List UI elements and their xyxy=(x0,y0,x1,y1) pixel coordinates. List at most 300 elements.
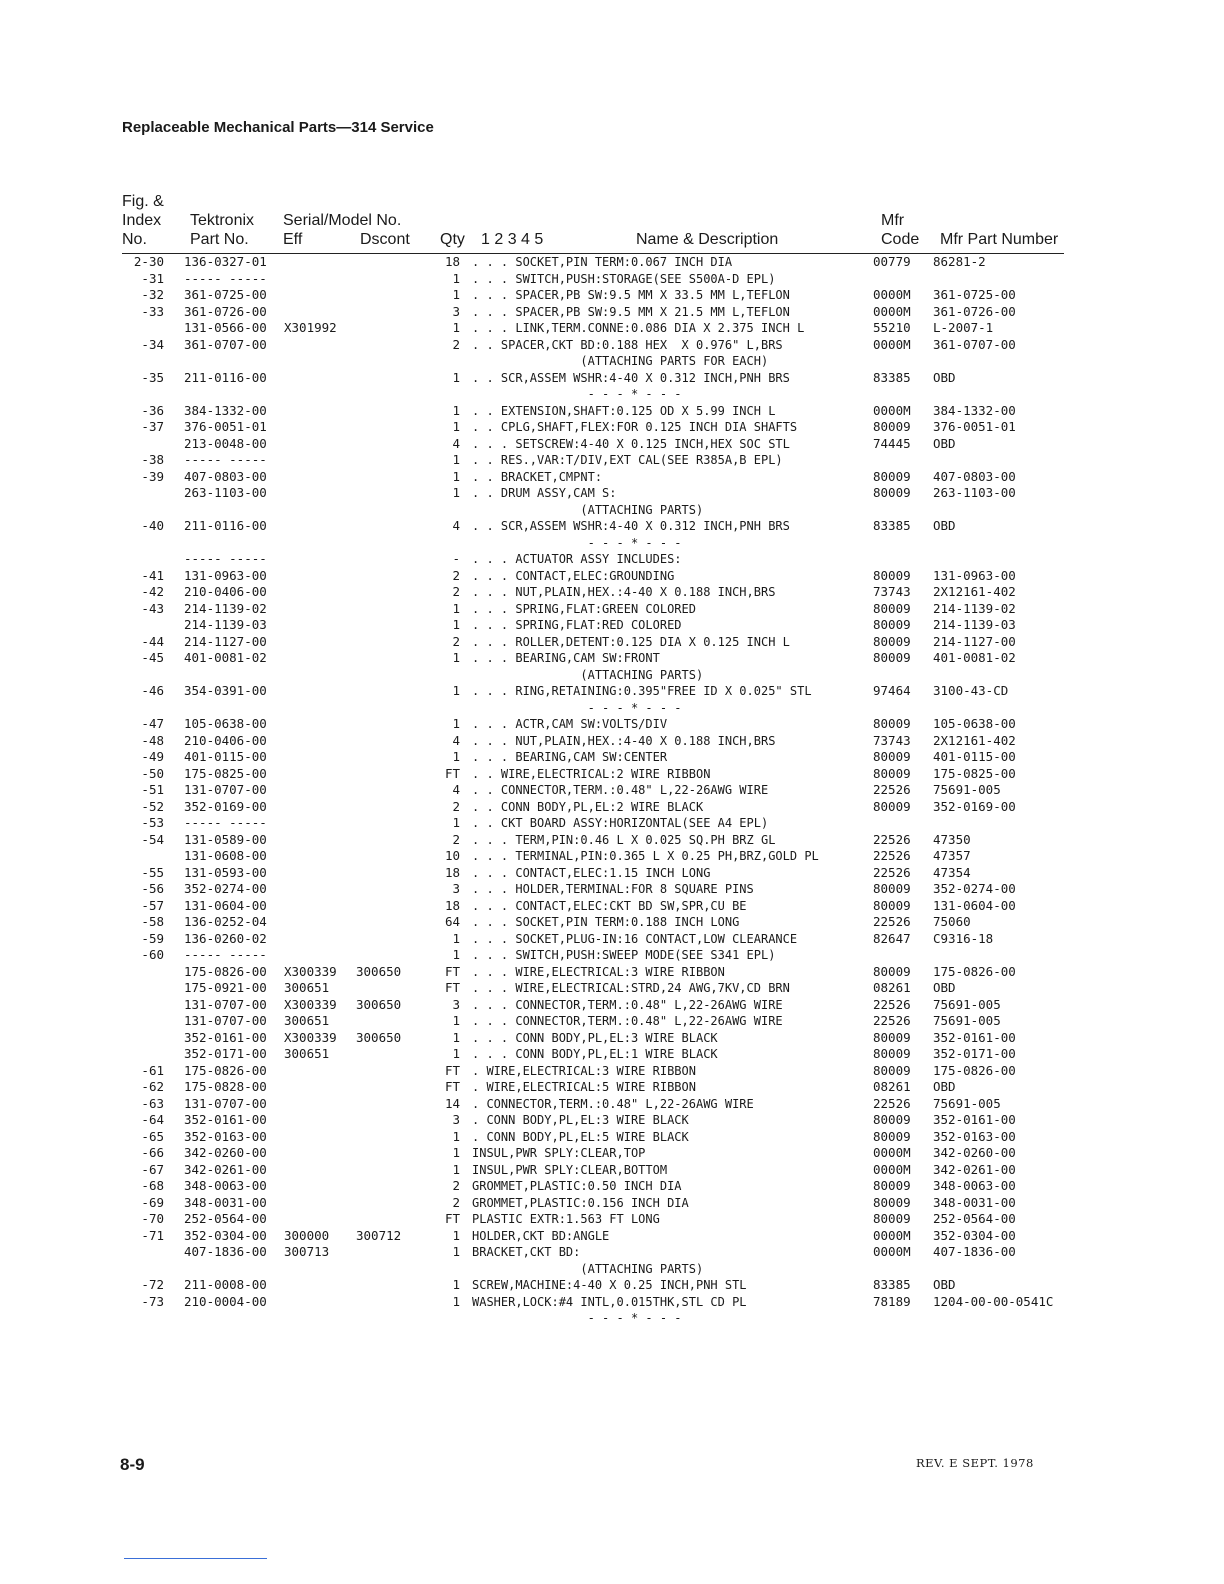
revision-label: REV. E SEPT. 1978 xyxy=(916,1456,1034,1470)
quantity: 10 xyxy=(444,848,460,863)
fig-index: -70 xyxy=(141,1211,164,1226)
quantity: 2 xyxy=(452,798,460,814)
quantity: 4 xyxy=(452,435,460,451)
quantity: 1 xyxy=(452,1161,460,1177)
table-row xyxy=(0,1310,1224,1327)
name-description: . . . SOCKET,PLUG-IN:16 CONTACT,LOW CLEARANCE xyxy=(472,931,798,946)
serial-eff: X300339 xyxy=(284,1029,337,1045)
part-number: 175-0825-00 xyxy=(184,765,267,781)
quantity: 1 xyxy=(452,617,460,632)
mfr-part-number: OBD xyxy=(933,1277,956,1292)
quantity: 1 xyxy=(452,419,460,434)
table-row xyxy=(0,964,1224,981)
part-number: 210-0004-00 xyxy=(184,1293,267,1309)
table-row xyxy=(0,881,1224,898)
quantity: 2 xyxy=(452,1194,460,1210)
parts-table xyxy=(0,254,1224,1327)
mfr-code: 80009 xyxy=(873,468,911,484)
serial-eff: 300651 xyxy=(284,980,330,995)
name-description: (ATTACHING PARTS) xyxy=(472,1261,704,1276)
table-row xyxy=(0,337,1224,354)
header-dscont: Dscont xyxy=(360,231,410,248)
part-number: 342-0260-00 xyxy=(184,1145,267,1160)
table-row xyxy=(0,683,1224,700)
table-row xyxy=(0,304,1224,321)
table-row xyxy=(0,1195,1224,1212)
fig-index: -49 xyxy=(141,749,164,764)
mfr-part-number: 2X12161-402 xyxy=(933,584,1016,599)
table-row xyxy=(0,766,1224,783)
part-number: 384-1332-00 xyxy=(184,402,267,418)
fig-index: -38 xyxy=(141,452,164,467)
table-row xyxy=(0,1294,1224,1311)
part-number: 131-0707-00 xyxy=(184,1013,267,1028)
mfr-code: 22526 xyxy=(873,996,911,1012)
table-row xyxy=(0,320,1224,337)
mfr-part-number: 352-0171-00 xyxy=(933,1046,1016,1061)
fig-index: -59 xyxy=(141,930,164,946)
table-row xyxy=(0,1211,1224,1228)
mfr-part-number: 75691-005 xyxy=(933,996,1001,1012)
part-number: 354-0391-00 xyxy=(184,683,267,698)
part-number: 401-0115-00 xyxy=(184,749,267,764)
quantity: 2 xyxy=(452,1178,460,1193)
quantity: 1 xyxy=(452,369,460,385)
header-tektronix: Tektronix xyxy=(190,212,255,229)
mfr-part-number: 175-0826-00 xyxy=(933,1062,1016,1078)
table-row xyxy=(0,997,1224,1014)
quantity: FT xyxy=(444,980,460,995)
mfr-part-number: 361-0725-00 xyxy=(933,287,1016,302)
name-description: . . . SPRING,FLAT:RED COLORED xyxy=(472,618,682,632)
name-description: . . . ACTR,CAM SW:VOLTS/DIV xyxy=(472,717,668,731)
mfr-code: 80009 xyxy=(873,1029,911,1045)
mfr-code: 73743 xyxy=(873,584,911,599)
table-row xyxy=(0,535,1224,552)
header-name-desc: Name & Description xyxy=(636,231,779,248)
quantity: 1 xyxy=(452,270,460,286)
serial-eff: X300339 xyxy=(284,963,337,979)
fig-index: -44 xyxy=(141,633,164,649)
mfr-code: 08261 xyxy=(873,980,911,995)
name-description: . . . RING,RETAINING:0.395"FREE ID X 0.025" STL xyxy=(472,684,812,698)
mfr-part-number: 75691-005 xyxy=(933,1095,1001,1111)
name-description: . . . TERMINAL,PIN:0.365 L X 0.25 PH,BRZ,GOLD PL xyxy=(472,849,819,863)
part-number: ----- ----- xyxy=(184,551,267,566)
serial-eff: X301992 xyxy=(284,320,337,335)
fig-index: 2-30 xyxy=(133,254,164,269)
mfr-code: 80009 xyxy=(873,963,911,979)
name-description: (ATTACHING PARTS) xyxy=(472,502,704,517)
table-row xyxy=(0,485,1224,502)
part-number: 401-0081-02 xyxy=(184,650,267,665)
name-description: . WIRE,ELECTRICAL:3 WIRE RIBBON xyxy=(472,1063,696,1078)
mfr-part-number: 75691-005 xyxy=(933,1013,1001,1028)
mfr-code: 80009 xyxy=(873,798,911,814)
quantity: 1 xyxy=(452,1128,460,1144)
header-eff: Eff xyxy=(283,231,303,248)
mfr-code: 22526 xyxy=(873,1095,911,1111)
mfr-code: 80009 xyxy=(873,419,911,434)
quantity: 1 xyxy=(452,716,460,731)
fig-index: -47 xyxy=(141,716,164,731)
quantity: 1 xyxy=(452,1145,460,1160)
fig-index: -73 xyxy=(141,1293,164,1309)
mfr-part-number: 348-0031-00 xyxy=(933,1194,1016,1210)
name-description: . . . CONN BODY,PL,EL:1 WIRE BLACK xyxy=(472,1047,718,1061)
quantity: FT xyxy=(444,1211,460,1226)
bottom-divider xyxy=(124,1558,267,1559)
table-row xyxy=(0,782,1224,799)
mfr-code: 22526 xyxy=(873,914,911,929)
part-number: 210-0406-00 xyxy=(184,732,267,748)
quantity: - xyxy=(452,551,460,566)
name-description: WASHER,LOCK:#4 INTL,0.015THK,STL CD PL xyxy=(472,1294,747,1309)
mfr-part-number: 47354 xyxy=(933,864,971,880)
mfr-code: 22526 xyxy=(873,831,911,847)
serial-dscont: 300650 xyxy=(356,963,402,979)
mfr-code: 80009 xyxy=(873,1211,911,1226)
name-description: - - - * - - - xyxy=(472,1311,682,1325)
serial-dscont: 300650 xyxy=(356,1029,402,1045)
name-description: (ATTACHING PARTS) xyxy=(472,667,704,682)
quantity: FT xyxy=(444,1079,460,1094)
mfr-part-number: OBD xyxy=(933,518,956,533)
mfr-part-number: 352-0169-00 xyxy=(933,798,1016,814)
name-description: . CONN BODY,PL,EL:3 WIRE BLACK xyxy=(472,1113,689,1127)
part-number: 131-0707-00 xyxy=(184,996,267,1012)
mfr-code: 80009 xyxy=(873,485,911,500)
mfr-part-number: 47357 xyxy=(933,848,971,863)
part-number: 131-0707-00 xyxy=(184,782,267,797)
header-index: Index xyxy=(122,212,162,229)
mfr-part-number: 214-1127-00 xyxy=(933,633,1016,649)
quantity: 64 xyxy=(444,914,460,929)
name-description: . . . CONNECTOR,TERM.:0.48" L,22-26AWG WIRE xyxy=(472,997,783,1012)
name-description: . . CONN BODY,PL,EL:2 WIRE BLACK xyxy=(472,799,704,814)
name-description: BRACKET,CKT BD: xyxy=(472,1245,581,1259)
mfr-part-number: 214-1139-03 xyxy=(933,617,1016,632)
part-number: 131-0608-00 xyxy=(184,848,267,863)
table-row xyxy=(0,518,1224,535)
part-number: 352-0163-00 xyxy=(184,1128,267,1144)
quantity: 1 xyxy=(452,749,460,764)
name-description: . WIRE,ELECTRICAL:5 WIRE RIBBON xyxy=(472,1080,696,1094)
serial-eff: 300713 xyxy=(284,1244,330,1259)
mfr-part-number: 348-0063-00 xyxy=(933,1178,1016,1193)
quantity: FT xyxy=(444,765,460,781)
fig-index: -50 xyxy=(141,765,164,781)
fig-index: -56 xyxy=(141,881,164,896)
mfr-code: 74445 xyxy=(873,435,911,451)
fig-index: -69 xyxy=(141,1194,164,1210)
name-description: . . . WIRE,ELECTRICAL:3 WIRE RIBBON xyxy=(472,964,725,979)
name-description: . . . SETSCREW:4-40 X 0.125 INCH,HEX SOC STL xyxy=(472,436,790,451)
fig-index: -45 xyxy=(141,650,164,665)
table-row xyxy=(0,1277,1224,1294)
mfr-part-number: 361-0707-00 xyxy=(933,336,1016,352)
mfr-code: 97464 xyxy=(873,683,911,698)
fig-index: -54 xyxy=(141,831,164,847)
part-number: 352-0171-00 xyxy=(184,1046,267,1061)
table-row xyxy=(0,914,1224,931)
name-description: PLASTIC EXTR:1.563 FT LONG xyxy=(472,1212,660,1226)
quantity: 18 xyxy=(444,864,460,880)
quantity: 1 xyxy=(452,1244,460,1259)
part-number: 105-0638-00 xyxy=(184,716,267,731)
header-levels: 1 2 3 4 5 xyxy=(481,231,544,248)
name-description: INSUL,PWR SPLY:CLEAR,BOTTOM xyxy=(472,1162,668,1177)
table-row xyxy=(0,584,1224,601)
table-row xyxy=(0,716,1224,733)
fig-index: -63 xyxy=(141,1095,164,1111)
quantity: 1 xyxy=(452,947,460,962)
mfr-part-number: 407-1836-00 xyxy=(933,1244,1016,1259)
table-row xyxy=(0,1096,1224,1113)
part-number: 361-0725-00 xyxy=(184,287,267,302)
name-description: . . . NUT,PLAIN,HEX.:4-40 X 0.188 INCH,BRS xyxy=(472,585,776,599)
name-description: . . CONNECTOR,TERM.:0.48" L,22-26AWG WIRE xyxy=(472,783,769,797)
mfr-code: 00779 xyxy=(873,254,911,269)
name-description: - - - * - - - xyxy=(472,535,682,550)
fig-index: -46 xyxy=(141,683,164,698)
part-number: 131-0963-00 xyxy=(184,567,267,583)
name-description: . . . SPACER,PB SW:9.5 MM X 33.5 MM L,TEFLON xyxy=(472,288,790,302)
mfr-part-number: 352-0161-00 xyxy=(933,1029,1016,1045)
header-mfr-part-number: Mfr Part Number xyxy=(940,231,1059,248)
part-number: 376-0051-01 xyxy=(184,419,267,434)
table-row xyxy=(0,386,1224,403)
fig-index: -66 xyxy=(141,1145,164,1160)
name-description: . . EXTENSION,SHAFT:0.125 OD X 5.99 INCH L xyxy=(472,403,776,418)
table-row xyxy=(0,667,1224,684)
serial-eff: 300000 xyxy=(284,1227,330,1243)
mfr-part-number: 352-0274-00 xyxy=(933,881,1016,896)
part-number: 348-0031-00 xyxy=(184,1194,267,1210)
mfr-part-number: 361-0726-00 xyxy=(933,303,1016,319)
name-description: - - - * - - - xyxy=(472,700,682,715)
mfr-code: 22526 xyxy=(873,1013,911,1028)
fig-index: -58 xyxy=(141,914,164,929)
mfr-part-number: OBD xyxy=(933,435,956,451)
table-row xyxy=(0,502,1224,519)
name-description: . . SCR,ASSEM WSHR:4-40 X 0.312 INCH,PNH BRS xyxy=(472,519,790,533)
table-row xyxy=(0,980,1224,997)
serial-eff: 300651 xyxy=(284,1013,330,1028)
part-number: ----- ----- xyxy=(184,947,267,962)
table-row xyxy=(0,436,1224,453)
fig-index: -67 xyxy=(141,1161,164,1177)
mfr-code: 0000M xyxy=(873,1244,911,1259)
part-number: 352-0161-00 xyxy=(184,1112,267,1127)
part-number: 348-0063-00 xyxy=(184,1178,267,1193)
mfr-code: 80009 xyxy=(873,749,911,764)
mfr-code: 82647 xyxy=(873,930,911,946)
quantity: 2 xyxy=(452,633,460,649)
mfr-part-number: 3100-43-CD xyxy=(933,683,1009,698)
mfr-part-number: 401-0115-00 xyxy=(933,749,1016,764)
part-number: 175-0828-00 xyxy=(184,1079,267,1094)
quantity: 18 xyxy=(444,254,460,269)
quantity: 1 xyxy=(452,650,460,665)
table-row xyxy=(0,931,1224,948)
quantity: FT xyxy=(444,1062,460,1078)
mfr-code: 80009 xyxy=(873,881,911,896)
quantity: 1 xyxy=(452,683,460,698)
mfr-part-number: OBD xyxy=(933,980,956,995)
quantity: 14 xyxy=(444,1095,460,1111)
quantity: 1 xyxy=(452,452,460,467)
mfr-part-number: 384-1332-00 xyxy=(933,402,1016,418)
name-description: . . . BEARING,CAM SW:FRONT xyxy=(472,651,660,665)
part-number: 361-0726-00 xyxy=(184,303,267,319)
mfr-part-number: 352-0161-00 xyxy=(933,1112,1016,1127)
quantity: 1 xyxy=(452,485,460,500)
mfr-code: 80009 xyxy=(873,1194,911,1210)
table-row xyxy=(0,601,1224,618)
name-description: . . CPLG,SHAFT,FLEX:FOR 0.125 INCH DIA SHAFTS xyxy=(472,420,798,434)
mfr-part-number: 214-1139-02 xyxy=(933,600,1016,616)
mfr-part-number: 131-0604-00 xyxy=(933,897,1016,913)
table-row xyxy=(0,1228,1224,1245)
table-row xyxy=(0,1178,1224,1195)
name-description: . . SCR,ASSEM WSHR:4-40 X 0.312 INCH,PNH BRS xyxy=(472,370,790,385)
name-description: GROMMET,PLASTIC:0.50 INCH DIA xyxy=(472,1179,682,1193)
table-row xyxy=(0,568,1224,585)
name-description: . . . SOCKET,PIN TERM:0.188 INCH LONG xyxy=(472,915,740,929)
part-number: 263-1103-00 xyxy=(184,485,267,500)
part-number: 136-0260-02 xyxy=(184,930,267,946)
mfr-code: 80009 xyxy=(873,633,911,649)
mfr-part-number: 342-0260-00 xyxy=(933,1145,1016,1160)
mfr-part-number: 376-0051-01 xyxy=(933,419,1016,434)
part-number: 361-0707-00 xyxy=(184,336,267,352)
mfr-code: 0000M xyxy=(873,303,911,319)
name-description: . CONN BODY,PL,EL:5 WIRE BLACK xyxy=(472,1129,689,1144)
mfr-part-number: 131-0963-00 xyxy=(933,567,1016,583)
table-row xyxy=(0,865,1224,882)
mfr-code: 22526 xyxy=(873,782,911,797)
quantity: 2 xyxy=(452,567,460,583)
quantity: 1 xyxy=(452,1293,460,1309)
part-number: 211-0116-00 xyxy=(184,369,267,385)
mfr-code: 80009 xyxy=(873,1178,911,1193)
name-description: . . . SPRING,FLAT:GREEN COLORED xyxy=(472,601,696,616)
fig-index: -61 xyxy=(141,1062,164,1078)
fig-index: -65 xyxy=(141,1128,164,1144)
fig-index: -43 xyxy=(141,600,164,616)
mfr-part-number: OBD xyxy=(933,369,956,385)
quantity: 2 xyxy=(452,336,460,352)
name-description: . . . SOCKET,PIN TERM:0.067 INCH DIA xyxy=(472,255,733,269)
mfr-code: 22526 xyxy=(873,864,911,880)
mfr-code: 0000M xyxy=(873,1145,911,1160)
table-row xyxy=(0,254,1224,271)
table-row xyxy=(0,947,1224,964)
mfr-code: 80009 xyxy=(873,617,911,632)
name-description: HOLDER,CKT BD:ANGLE xyxy=(472,1228,610,1243)
fig-index: -34 xyxy=(141,336,164,352)
part-number: 210-0406-00 xyxy=(184,584,267,599)
fig-index: -42 xyxy=(141,584,164,599)
table-row xyxy=(0,749,1224,766)
name-description: (ATTACHING PARTS FOR EACH) xyxy=(472,354,769,368)
mfr-part-number: 75691-005 xyxy=(933,782,1001,797)
quantity: 1 xyxy=(452,600,460,616)
part-number: 131-0589-00 xyxy=(184,831,267,847)
mfr-code: 0000M xyxy=(873,1227,911,1243)
name-description: . . . LINK,TERM.CONNE:0.086 DIA X 2.375 INCH L xyxy=(472,321,805,335)
name-description: . . SPACER,CKT BD:0.188 HEX X 0.976" L,BRS xyxy=(472,337,783,352)
serial-eff: 300651 xyxy=(284,1046,330,1061)
table-row xyxy=(0,1129,1224,1146)
fig-index: -71 xyxy=(141,1227,164,1243)
part-number: 352-0274-00 xyxy=(184,881,267,896)
part-number: 175-0826-00 xyxy=(184,1062,267,1078)
part-number: ----- ----- xyxy=(184,452,267,467)
fig-index: -31 xyxy=(141,270,164,286)
fig-index: -60 xyxy=(141,947,164,962)
mfr-part-number: 175-0826-00 xyxy=(933,963,1016,979)
table-row xyxy=(0,1030,1224,1047)
mfr-code: 83385 xyxy=(873,1277,911,1292)
name-description: - - - * - - - xyxy=(472,387,682,401)
table-row xyxy=(0,1079,1224,1096)
quantity: 1 xyxy=(452,1277,460,1292)
name-description: . . BRACKET,CMPNT: xyxy=(472,469,603,484)
part-number: 407-1836-00 xyxy=(184,1244,267,1259)
table-row xyxy=(0,469,1224,486)
table-row xyxy=(0,617,1224,634)
part-number: 211-0008-00 xyxy=(184,1277,267,1292)
quantity: 1 xyxy=(452,1013,460,1028)
header-qty: Qty xyxy=(440,231,465,248)
mfr-code: 83385 xyxy=(873,518,911,533)
name-description: . CONNECTOR,TERM.:0.48" L,22-26AWG WIRE xyxy=(472,1096,754,1111)
header-part-no: Part No. xyxy=(190,231,249,248)
table-row xyxy=(0,898,1224,915)
name-description: . . . WIRE,ELECTRICAL:STRD,24 AWG,7KV,CD BRN xyxy=(472,981,790,995)
page-title: Replaceable Mechanical Parts—314 Service xyxy=(122,119,434,136)
fig-index: -72 xyxy=(141,1277,164,1292)
name-description: . . . CONN BODY,PL,EL:3 WIRE BLACK xyxy=(472,1030,718,1045)
table-row xyxy=(0,1063,1224,1080)
name-description: . . . TERM,PIN:0.46 L X 0.025 SQ.PH BRZ GL xyxy=(472,832,776,847)
quantity: 4 xyxy=(452,518,460,533)
fig-index: -57 xyxy=(141,897,164,913)
mfr-code: 0000M xyxy=(873,402,911,418)
part-number: 214-1127-00 xyxy=(184,633,267,649)
name-description: . . . SPACER,PB SW:9.5 MM X 21.5 MM L,TEFLON xyxy=(472,304,790,319)
mfr-part-number: 2X12161-402 xyxy=(933,732,1016,748)
mfr-part-number: 407-0803-00 xyxy=(933,468,1016,484)
part-number: 211-0116-00 xyxy=(184,518,267,533)
part-number: 131-0707-00 xyxy=(184,1095,267,1111)
table-row xyxy=(0,403,1224,420)
part-number: 131-0566-00 xyxy=(184,320,267,335)
quantity: 4 xyxy=(452,732,460,748)
fig-index: -48 xyxy=(141,732,164,748)
part-number: 214-1139-03 xyxy=(184,617,267,632)
part-number: 342-0261-00 xyxy=(184,1161,267,1177)
name-description: . . RES.,VAR:T/DIV,EXT CAL(SEE R385A,B EPL) xyxy=(472,453,783,467)
mfr-part-number: 352-0163-00 xyxy=(933,1128,1016,1144)
table-row xyxy=(0,1162,1224,1179)
part-number: 352-0161-00 xyxy=(184,1029,267,1045)
mfr-part-number: 401-0081-02 xyxy=(933,650,1016,665)
table-row xyxy=(0,700,1224,717)
table-row xyxy=(0,1261,1224,1278)
